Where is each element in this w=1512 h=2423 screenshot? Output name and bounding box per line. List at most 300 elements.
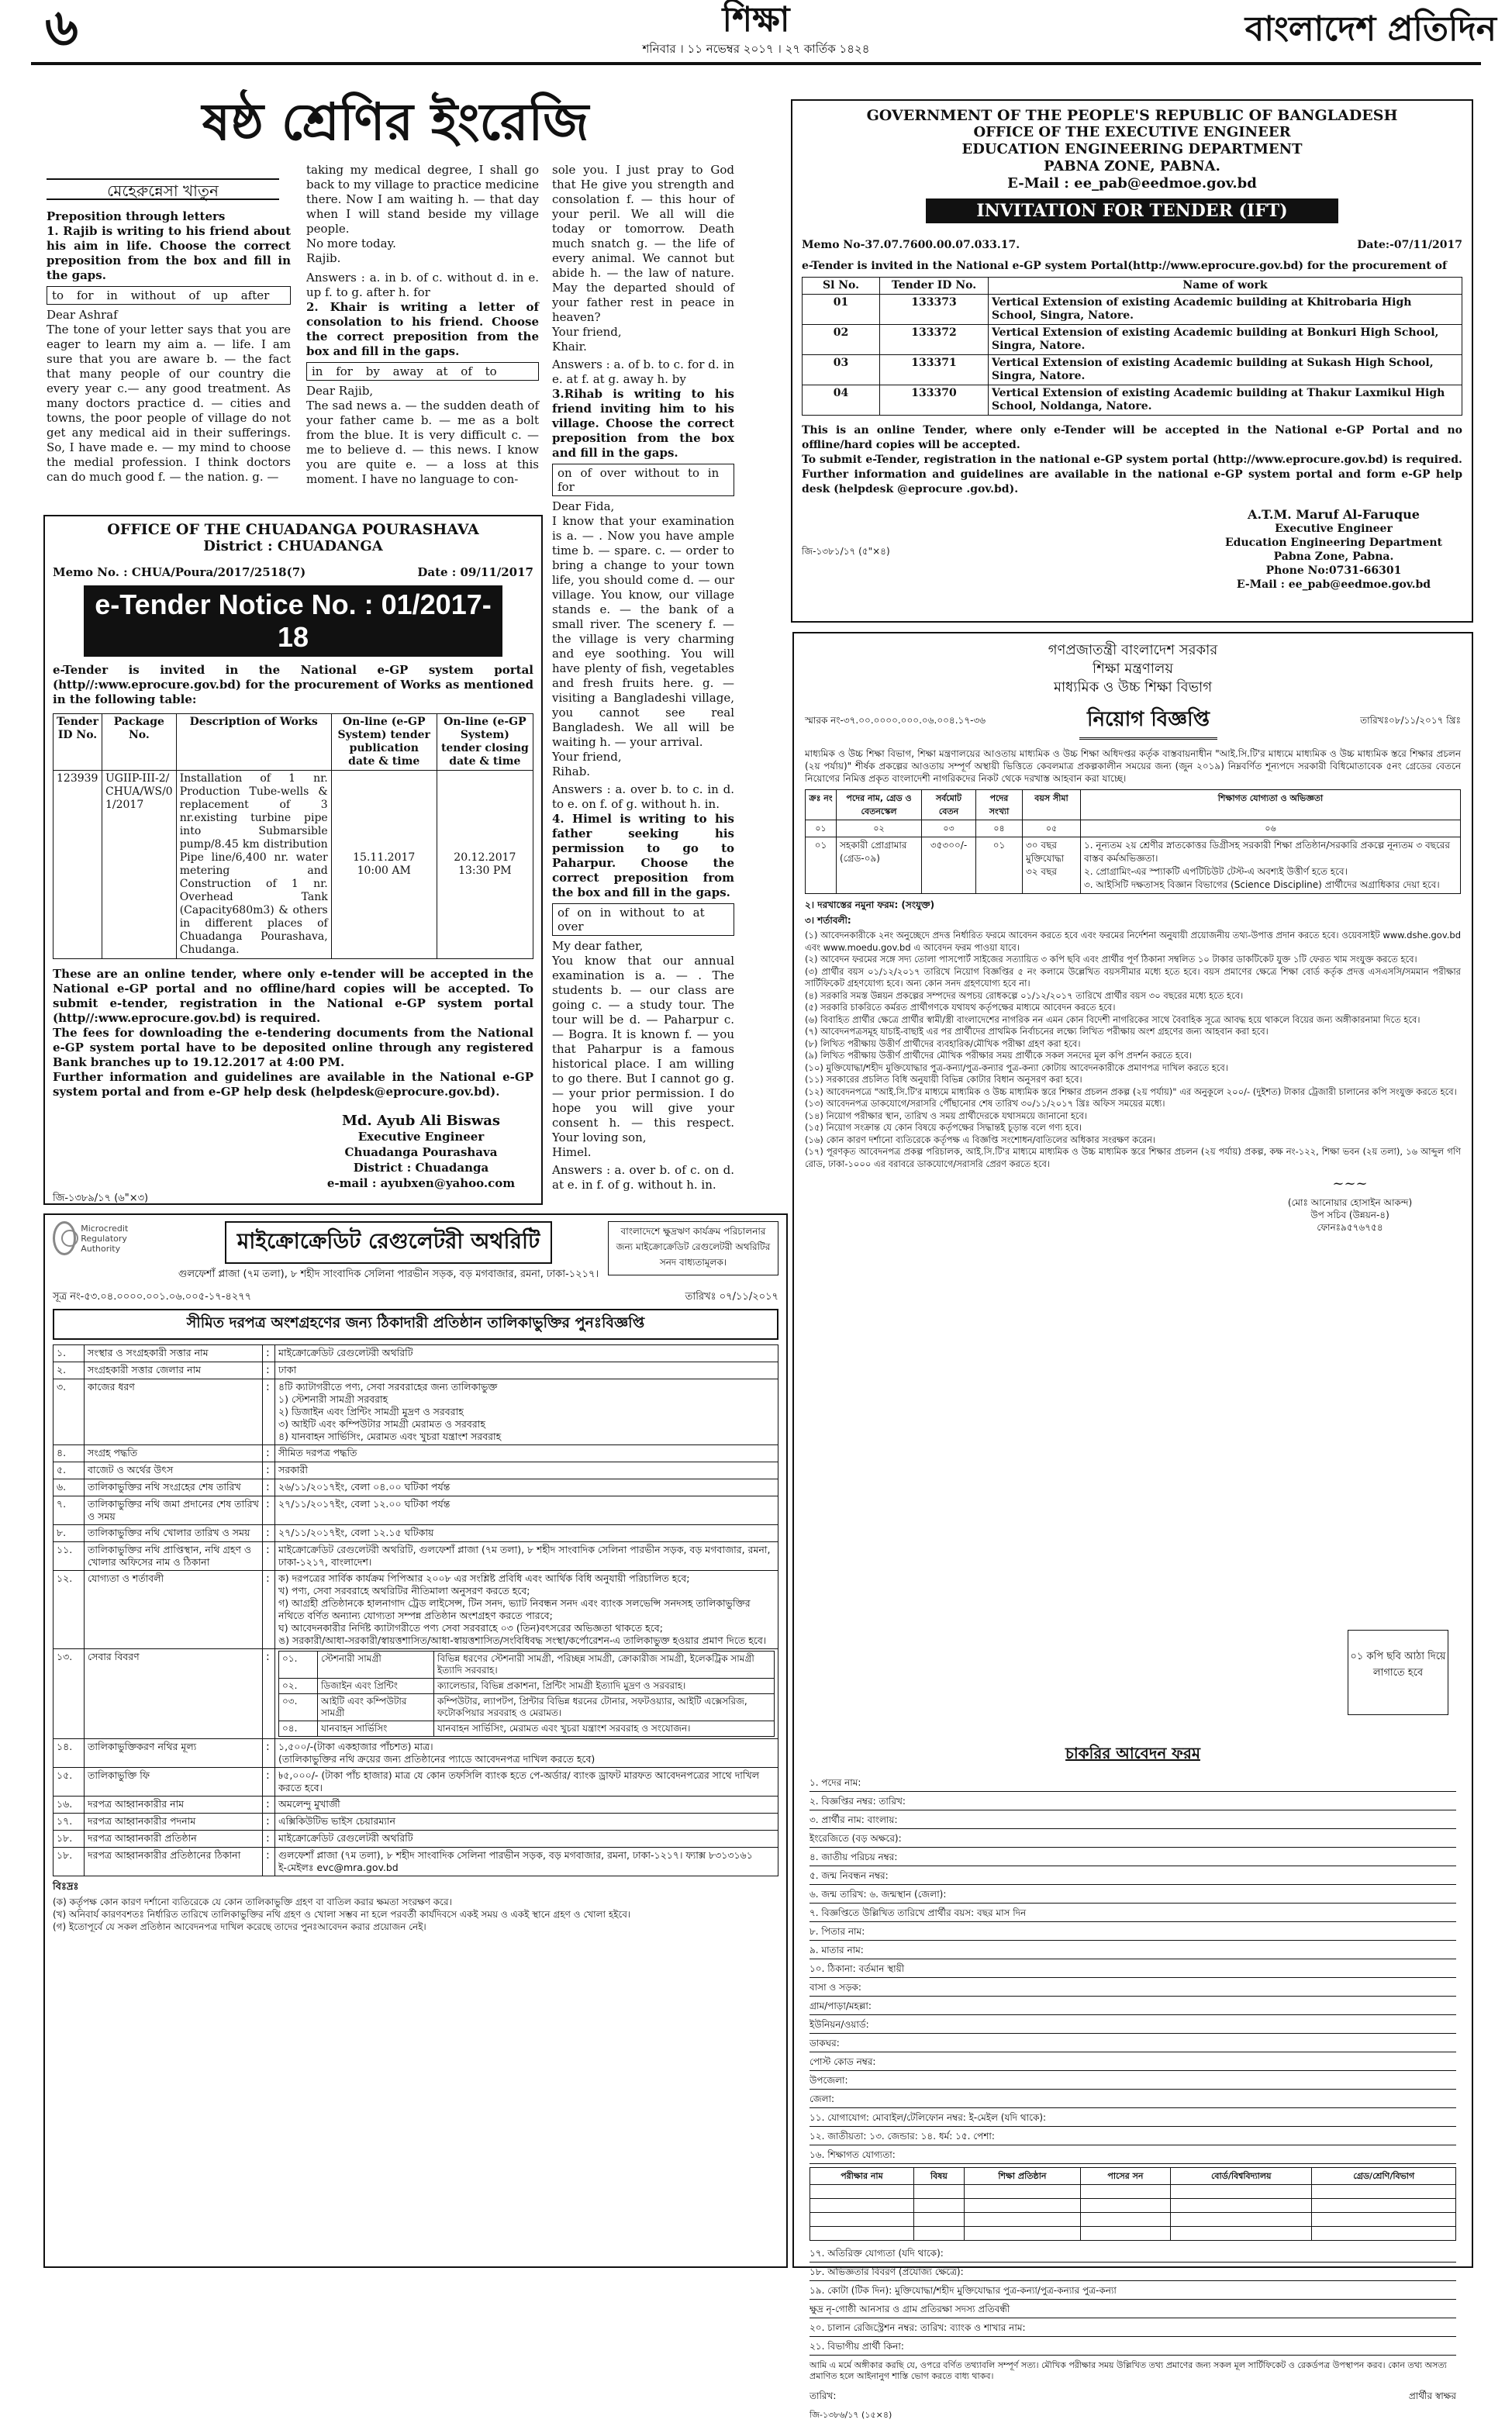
question-2-letter-end: sole you. I just pray to God that He give you strength and consolation f. — this hour of your peril. We all will die today or tomorrow. Death much snatch g. — the life of every animal. We cannot but abide h. — the law of nature. May the departed should of your father rest in peace in heaven? Your friend, Khair. (552, 163, 734, 354)
service-row (279, 1679, 775, 1694)
recruit-sign-phone: ফোনঃ৯৫৭৬৭৫৪ (1317, 1222, 1383, 1233)
age-limit: ৩০ বছর মুক্তিযোদ্ধা ৩২ বছর (1023, 837, 1081, 894)
lesson-heading: ষষ্ঠ শ্রেণির ইংরেজি (202, 92, 589, 152)
row-value: ক) দরপত্রের সার্বিক কার্যক্রম পিপিআর ২০০৮ এর সংশ্লিষ্ট প্রবিধি এবং আর্থিক বিধি অনুযায়ী পরিচালিত হবে; খ) পণ্য, সেবা সরবরাহে অথরিটির নীতিমালা অনুসরণ করতে হবে; গ) আগ্রহী প্রতিষ্ঠানকে হালনাগাদ ট্রেড লাইসেন্স, টিন সনদ, ভ্যাট নিবন্ধন সনদ এবং ব্যাংক সলভেন্সি সনদসহ তালিকাভুক্তির নথিতে বর্ণিত অন্যান্য যোগ্যতা সম্পন্ন প্রতিষ্ঠান অংশগ্রহণ করতে পারবে; ঘ) আবেদনকারীর নির্দিষ্ট ক্যাটাগরীতে পণ্য সেবা সরবরাহে ০৩ (তিন)বৎসরের অভিজ্ঞতা থাকতে হবে; ঙ) সরকারী/আধা-সরকারী/স্বায়ত্তশাসিত/আধা-স্বায়ত্তশাসিত/সংবিধিবদ্ধ সংস্থা/কর্পোরেশন-এ তালিকাভুক্ত হওয়ার প্রমাণ দিতে হবে। (275, 1571, 778, 1649)
separator: : (263, 1768, 275, 1797)
education-header: বিষয় (913, 2168, 964, 2185)
tender-id: 133371 (880, 355, 989, 385)
question-1-options: to for in without of up after (47, 286, 291, 305)
row-label: তালিকাভুক্তির নথি সংগ্রহের শেষ তারিখ (85, 1479, 263, 1496)
mra-side-note: বাংলাদেশে ক্ষুদ্রঋণ কার্যক্রম পরিচালনার জন্য মাইক্রোক্রেডিট রেগুলেটরী অথরিটির সনদ বাধ্যতামূলক। (608, 1221, 778, 1275)
answers-1: Answers : a. in b. of c. without d. in e. up f. to g. after h. for (306, 271, 539, 299)
education-cell[interactable] (1080, 2185, 1170, 2199)
row-number: ১৬. (54, 1797, 85, 1814)
mra-notice-title: সীমিত দরপত্র অংশগ্রহণের জন্য ঠিকাদারী প্রতিষ্ঠান তালিকাভুক্তির পুনঃবিজ্ঞপ্তি (53, 1309, 778, 1340)
table-row[interactable] (810, 2227, 1456, 2241)
col-description: Description of Works (176, 714, 331, 771)
page-number: ৬ (45, 0, 78, 57)
table-row[interactable] (810, 2213, 1456, 2227)
form-field[interactable]: ১২. জাতীয়তা: ১৩. জেন্ডার: ১৪. ধর্ম: ১৫. পেশা: (810, 2127, 1456, 2145)
recruit-memo: স্মারক নং-৩৭.০০.০০০০.০০০.০৬.০০৪.১৭-৩৬ (805, 714, 986, 726)
mra-notes: (ক) কর্তৃপক্ষ কোন কারণ দর্শানো ব্যতিরেকে যে কোন তালিকাভুক্তি গ্রহণ বা বাতিল করার ক্ষমতা সংরক্ষণ করে। (খ) অনিবার্য কারণবশতঃ নির্ধারিত তারিখে তালিকাভুক্তির নথি গ্রহণ ও খোলা সম্ভব না হলে পরবর্তী কার্যদিবসে একই সময় ও একই স্থানে গ্রহণ ও খোলা হইবে। (গ) ইতোপূর্বে যে সকল প্রতিষ্ঠান আবেদনপত্র দাখিল করেছে তাদের পুনঃআবেদন করার প্রয়োজন নেই। (53, 1897, 631, 1932)
service-detail: বিভিন্ন ধরণের স্টেশনারী সামগ্রী, পরিচ্ছন্ন সামগ্রী, ক্রোকারীজ সামগ্রী, ইলেকট্রিক সামগ্রী ইত্যাদি সরবরাহ। (434, 1652, 775, 1679)
lesson-column-3 (552, 163, 734, 1202)
mra-title: মাইক্রোক্রেডিট রেগুলেটরী অথরিটি (225, 1221, 553, 1264)
col-number: ০৩ (922, 820, 976, 837)
pabna-footer: This is an online Tender, where only e-Tender will be accepted in the National e-GP Portal and no offline/hard copies will be accepted. To submit e-Tender, registration in the national e-GP system portal (http://www.eprocure.gov.bd) is required. Further information and guidelines are available in the national e-GP system portal and form e-GP help desk (helpdesk @eprocure .gov.bd). (802, 424, 1462, 495)
post-name: সহকারী প্রোগ্রামার (গ্রেড-০৯) (837, 837, 922, 894)
pabna-office: OFFICE OF THE EXECUTIVE ENGINEER (973, 124, 1291, 140)
service-detail: ক্যালেন্ডার, বিভিন্ন প্রকাশনা, প্রিন্টিং সামগ্রী ইত্যাদি মুদ্রণ ও সরবরাহ। (434, 1679, 775, 1694)
application-form (810, 1773, 1456, 2423)
pabna-sign-phone: Phone No:0731-66301 (1265, 564, 1402, 577)
education-cell[interactable] (964, 2227, 1080, 2241)
separator: : (263, 1479, 275, 1496)
col-number: ০৪ (976, 820, 1023, 837)
row-value: ২৬/১১/২০১৭ইং, বেলা ০৪.০০ ঘটিকা পর্যন্ত (275, 1479, 778, 1496)
recruit-dept: মাধ্যমিক ও উচ্চ শিক্ষা বিভাগ (1053, 679, 1213, 695)
pabna-sign-title: Executive Engineer (1275, 523, 1393, 535)
lesson-author: মেহেরুন্নেসা খাতুন (47, 178, 279, 200)
question-2: 2. Khair is writing a letter of consolation to his friend. Choose the correct preposition from the box and fill in the gaps. (306, 300, 539, 358)
service-row (279, 1721, 775, 1737)
chuadanga-memo: Memo No. : CHUA/Poura/2017/2518(7) (53, 565, 306, 579)
form-field[interactable]: জেলা: (810, 2090, 1456, 2108)
education-cell[interactable] (1170, 2227, 1311, 2241)
separator: : (263, 1362, 275, 1379)
pabna-sign-name: A.T.M. Maruf Al-Faruque (1248, 507, 1420, 522)
separator: : (263, 1649, 275, 1739)
table-row (54, 1571, 778, 1649)
chuadanga-intro: e-Tender is invited in the National e-GP system portal (http//:www.eprocure.gov.bd) for the procurement of Works as mentioned in the following table: (53, 663, 533, 706)
row-value: ৪টি ক্যাটাগরীতে পণ্য, সেবা সরবরাহের জন্য তালিকাভুক্ত ১) স্টেশনারী সামগ্রী সরবরাহ ২) ডিজাইন এবং প্রিন্টিং সামগ্রী মুদ্রণ ও সরবরাহ ৩) আইটি এবং কম্পিউটার সামগ্রী মেরামত ও সরবরাহ ৪) যানবাহন সার্ভিসিং, মেরামত এবং খুচরা যন্ত্রাংশ সরবরাহ (275, 1379, 778, 1445)
name-of-work: Vertical Extension of existing Academic building at Sukash High School, Singra, Natore. (989, 355, 1462, 385)
education-cell[interactable] (964, 2185, 1080, 2199)
pabna-date: Date:-07/11/2017 (1357, 239, 1462, 251)
row-value: ঢাকা (275, 1362, 778, 1379)
education-header: বোর্ড/বিশ্ববিদ্যালয় (1170, 2168, 1311, 2185)
answers-3: Answers : a. over b. to c. in d. to e. on f. of g. without h. in. (552, 782, 734, 811)
table-row (54, 771, 533, 959)
row-number: ১৭. (54, 1814, 85, 1831)
form-field[interactable]: ইংরেজিতে (বড় অক্ষরে): (810, 1829, 1456, 1848)
form-field[interactable]: ১. পদের নাম: (810, 1773, 1456, 1792)
form-field[interactable]: ৩. প্রার্থীর নাম: বাংলায়: (810, 1810, 1456, 1829)
education-cell[interactable] (1170, 2199, 1311, 2213)
question-3: 3.Rihab is writing to his friend inviting him to his village. Choose the correct preposition from the box and fill in the gaps. (552, 387, 734, 460)
recruit-conditions-title: ২। দরখাস্তের নমুনা ফরম: (সংযুক্ত) ৩। শর্তাবলী: (805, 899, 935, 926)
tender-id: 123939 (54, 771, 102, 959)
table-row (54, 1525, 778, 1542)
chuadanga-date: Date : 09/11/2017 (417, 565, 533, 579)
question-1-letter-end: taking my medical degree, I shall go back to my village to practice medicine there. Now I am waiting h. — that day when I will stand beside my village people. No more today. Rajib. (306, 163, 539, 265)
form-field[interactable]: ১৭. অতিরিক্ত যোগ্যতা (যদি থাকে): (810, 2244, 1456, 2263)
row-label: সংস্থার ও সংগ্রহকারী সত্তার নাম (85, 1345, 263, 1362)
form-field[interactable]: ১৯. কোটা (টিক দিন): মুক্তিযোদ্ধা/শহীদ মুক্তিযোদ্ধার পুত্র-কন্যা/পুত্র-কন্যার পুত্র-কন্যা (810, 2281, 1456, 2300)
pabna-sign-dept: Education Engineering Department (1224, 537, 1442, 549)
education-header: পাসের সন (1080, 2168, 1170, 2185)
pabna-gov: GOVERNMENT OF THE PEOPLE'S REPUBLIC OF BANGLADESH (866, 107, 1398, 124)
form-field[interactable]: উপজেলা: (810, 2071, 1456, 2090)
education-cell[interactable] (1170, 2213, 1311, 2227)
col-age: বয়স সীমা (1023, 790, 1081, 820)
declaration: আমি এ মর্মে অঙ্গীকার করছি যে, ওপরে বর্ণিত তথ্যাবলি সম্পূর্ণ সত্য। মৌখিক পরীক্ষার সময় উল্লিখিত তথ্য প্রমাণের জন্য সকল মূল সার্টিফিকেট ও রেকর্ডপত্র উপস্থাপন করব। কোন তথ্য অসত্য প্রমাণিত হলে আইনানুগ শাস্তি ভোগ করতে বাধ্য থাকব। (810, 2360, 1447, 2381)
recruit-sign-name: (মোঃ আনোয়ার হোসাইন আকন্দ) (1287, 1197, 1413, 1208)
education-cell[interactable] (913, 2227, 964, 2241)
question-3-letter: Dear Fida, I know that your examination is a. — . Now you have ample time b. — spare. c. — order to bring a change to your town life, you should come d. — our village. You know, our village stands e. — the bank of a small river. The scenery f. — the village is very charming and eye soothing. You will have plenty of fish, vegetables and fresh fruits here. g. — visiting a Bangladeshi village, you cannot see real Bangladesh. We all will be waiting h. — your arrival. Your friend, Rihab. (552, 499, 734, 778)
education-cell[interactable] (1080, 2213, 1170, 2227)
col-number: ০২ (837, 820, 922, 837)
separator: : (263, 1831, 275, 1848)
separator: : (263, 1542, 275, 1571)
separator: : (263, 1797, 275, 1814)
pabna-sign-place: Pabna Zone, Pabna. (1273, 551, 1394, 563)
row-label: তালিকাভুক্তিকরণ নথির মূল্য (85, 1739, 263, 1768)
education-table (810, 2167, 1456, 2241)
table-row (54, 1649, 778, 1739)
col-number: ০৬ (1081, 820, 1461, 837)
pabna-banner: INVITATION FOR TENDER (IFT) (926, 198, 1338, 223)
form-field[interactable]: ইউনিয়ন/ওয়ার্ড: (810, 2015, 1456, 2034)
row-label: তালিকাভুক্তির নথি খোলার তারিখ ও সময় (85, 1525, 263, 1542)
service-number: ০২. (279, 1679, 318, 1694)
row-label: দরপত্র আহ্বানকারীর প্রতিষ্ঠানের ঠিকানা (85, 1848, 263, 1876)
form-field[interactable]: ৭. বিজ্ঞপ্তিতে উল্লিখিত তারিখে প্রার্থীর বয়স: বছর মাস দিন (810, 1904, 1456, 1922)
chuadanga-district: District : CHUADANGA (203, 538, 383, 554)
section-title: শিক্ষা (722, 0, 790, 40)
pabna-dept: EDUCATION ENGINEERING DEPARTMENT (961, 141, 1303, 157)
form-field[interactable]: ৯. মাতার নাম: (810, 1941, 1456, 1959)
form-title: চাকরির আবেদন ফরম (1065, 1744, 1200, 1762)
pabna-zone: PABNA ZONE, PABNA. (1044, 158, 1220, 174)
recruit-conditions: (১) আবেদনকারীকে ২নং অনুচ্ছেদে প্রদত্ত নির্ধারিত ফরমে আবেদন করতে হবে এবং ফরমের নির্দেশনা অনুযায়ী প্রয়োজনীয় তথ্য-উপাত্ত প্রদান করতে হবে। ওয়েবসাইট www.dshe.gov.bd এবং www.moedu.gov.bd এ আবেদন ফরম পাওয়া যাবে। (২) আবেদন ফরমের সঙ্গে সদ্য তোলা পাসপোর্ট সাইজের সত্যায়িত ৩ কপি ছবি এবং প্রার্থীর পূর্ণ ঠিকানা সম্বলিত ১০ টাকার ডাকটিকেট যুক্ত ১টি ফেরত খাম সংযুক্ত করতে হবে। (৩) প্রার্থীর বয়স ০১/১২/২০১৭ তারিখে নিয়োগ বিজ্ঞপ্তির ৫ নং কলামে উল্লেখিত বয়সসীমার মধ্যে হতে হবে। বয়স প্রমাণের ক্ষেত্রে শিক্ষা বোর্ড কর্তৃক প্রদত্ত এসএসসি/সমমান পরীক্ষার সার্টিফিকেট গ্রহণযোগ্য হবে। অন্য কোন সনদ গ্রহণযোগ্য হবে না। (৪) সরকারি সমস্ত উন্নয়ন প্রকল্পের সম্পদের অপচয় রোধকল্পে ০১/১২/২০১৭ তারিখে প্রার্থীর বয়স ৩০ বছরের মধ্যে হতে হবে। (৫) সরকারি চাকরিতে কর্মরত প্রার্থীগণকে যথাযথ কর্তৃপক্ষের মাধ্যমে আবেদন করতে হবে। (৬) বিবাহিত প্রার্থীর ক্ষেত্রে প্রার্থীর স্বামী/স্ত্রী বাংলাদেশের নাগরিক নন এমন কোন বিদেশী নাগরিকের সাথে বৈবাহিক সূত্রে আবদ্ধ হয়ে থাকলে বিয়ের জন্য অঙ্গীকারনামা দিতে হবে। (৭) আবেদনপত্রসমূহ যাচাই-বাছাই এর পর প্রার্থীদের প্রাথমিক নির্বাচনের লক্ষ্যে লিখিত পরীক্ষায় অংশ গ্রহণের জন্য আহবান করা হবে। (৮) লিখিত পরীক্ষায় উত্তীর্ণ প্রার্থীদের ব্যবহারিক/মৌখিক পরীক্ষা গ্রহণ করা হবে। (৯) লিখিত পরীক্ষায় উত্তীর্ণ প্রার্থীদের মৌখিক পরীক্ষার সময় প্রার্থীকে সকল সনদের মূল কপি প্রদর্শন করতে হবে। (১০) মুক্তিযোদ্ধা/শহীদ মুক্তিযোদ্ধার পুত্র-কন্যা/পুত্র-কন্যার পুত্র-কন্যা কোটায় আবেদনকারীকে প্রমাণপত্র দাখিল করতে হবে। (১১) সরকারের প্রচলিত বিধি অনুযায়ী বিভিন্ন কোটার বিধান অনুসরণ করা হবে। (১২) আবেদনপত্রে "আই.সি.টি'র মাধ্যমে মাধ্যমিক ও উচ্চ মাধ্যমিক স্তরে শিক্ষার প্রচলন প্রকল্প (২য় পর্যায়)" এর অনুকূলে ২০০/- (দুইশত) টাকার ট্রেজারী চালানের কপি সংযুক্ত করতে হবে। (১৩) আবেদনপত্র ডাকযোগে/সরাসরি পৌঁছানোর শেষ তারিখ ৩০/১১/২০১৭ খ্রিঃ অফিস সময়ের মধ্যে। (১৪) নিয়োগ পরীক্ষার স্থান, তারিখ ও সময় প্রার্থীদেরকে যথাসময়ে জানানো হবে। (১৫) নিয়োগ সংক্রান্ত যে কোন বিষয়ে কর্তৃপক্ষের সিদ্ধান্তই চূড়ান্ত বলে গণ্য হবে। (১৬) কোন কারণ দর্শানো ব্যতিরেকে কর্তৃপক্ষ এ বিজ্ঞপ্তি সংশোধন/বাতিলের অধিকার সংরক্ষণ করেন। (১৭) পূরণকৃত আবেদনপত্র প্রকল্প পরিচালক, আই.সি.টি'র মাধ্যমে মাধ্যমিক ও উচ্চ মাধ্যমিক স্তরে শিক্ষার প্রচলন (২য় পর্যায়) প্রকল্প, কক্ষ নং-১২২, শিক্ষা ভবন (২য় তলা), ১৬ আব্দুল গণি রোড, ঢাকা-১০০০ এর বরাবরে ডাকযোগে/সরাসরি প্রেরণ করতে হবে। (805, 930, 1461, 1169)
recruit-sign-title: উপ সচিব (উন্নয়ন-৪) (1310, 1210, 1389, 1220)
separator: : (263, 1496, 275, 1525)
row-number: ১৩. (54, 1649, 85, 1739)
separator: : (263, 1814, 275, 1831)
recruit-date: তারিখঃ০৮/১১/২০১৭ খ্রিঃ (1360, 714, 1461, 726)
row-label: দরপত্র আহ্বানকারীর পদনাম (85, 1814, 263, 1831)
mra-table (53, 1344, 778, 1876)
qualification: ১. নূন্যতম ২য় শ্রেণীর স্নাতকোত্তর ডিগ্রীসহ সরকারী শিক্ষা প্রতিষ্ঠান/সরকারি প্রকল্পে নূন্যতম ৩ বছরের বাস্তব কর্মঅভিজ্ঞতা। ২. প্রোগ্রামিং-এর স্প্যাকটি এপটিচিউট টেস্ট-এ অবশ্যই উত্তীর্ণ হতে হবে। ৩. আইসিটি দক্ষতাসহ বিজ্ঞান বিভাগের (Science Discipline) প্রার্থীদের অগ্রাধিকার দেয়া হবে। (1081, 837, 1461, 894)
chuadanga-tender-notice (43, 515, 543, 1205)
chuadanga-sign-email: e-mail : ayubxen@yahoo.com (326, 1176, 516, 1190)
table-row (803, 355, 1462, 385)
chuadanga-sign-title: Executive Engineer (357, 1130, 485, 1144)
form-field[interactable]: বাসা ও সড়ক: (810, 1978, 1456, 1997)
table-row (54, 1814, 778, 1831)
tender-id: 133372 (880, 325, 989, 355)
row-value: ২৭/১১/২০১৭ইং, বেলা ১২.১৫ ঘটিকায় (275, 1525, 778, 1542)
education-cell[interactable] (1080, 2227, 1170, 2241)
row-number: ২. (54, 1362, 85, 1379)
service-number: ০৪. (279, 1721, 318, 1737)
table-row (54, 1362, 778, 1379)
education-cell[interactable] (810, 2213, 914, 2227)
row-label: বাজেট ও অর্থের উৎস (85, 1462, 263, 1479)
sl-number: 03 (803, 355, 880, 385)
form-field[interactable]: গ্রাম/পাড়া/মহল্লা: (810, 1997, 1456, 2015)
row-value: অমলেন্দু মুখার্জী (275, 1797, 778, 1814)
row-label: কাজের ধরণ (85, 1379, 263, 1445)
pabna-memo: Memo No-37.07.7600.00.07.033.17. (802, 239, 1020, 251)
education-cell[interactable] (1312, 2199, 1456, 2213)
question-1: 1. Rajib is writing to his friend about his aim in life. Choose the correct preposition from the box and fill in the gaps. (47, 224, 291, 282)
recruit-gov: গণপ্রজাতন্ত্রী বাংলাদেশ সরকার (1048, 642, 1218, 658)
table-row (803, 385, 1462, 416)
service-name: স্টেশনারী সামগ্রী (318, 1652, 434, 1679)
row-value: সরকারী (275, 1462, 778, 1479)
name-of-work: Vertical Extension of existing Academic building at Bonkuri High School, Singra, Natore. (989, 325, 1462, 355)
table-row (54, 1542, 778, 1571)
row-label: দরপত্র আহ্বানকারীর নাম (85, 1797, 263, 1814)
table-row (54, 1831, 778, 1848)
col-salary: সর্বমোট বেতন (922, 790, 976, 820)
row-number: ১৮. (54, 1831, 85, 1848)
work-description: Installation of 1 nr. Production Tube-wells & replacement of 3 nr.existing turbine pipe into Submarsible pump/8.45 km distribution Pipe line/6,400 nr. water metering and Construction of 1 nr. Overhead Tank (Capacity680m3) & others in different places of Chuadanga Pourashava, Chudanga. (176, 771, 331, 959)
col-number: ০৫ (1023, 820, 1081, 837)
education-header: শিক্ষা প্রতিষ্ঠান (964, 2168, 1080, 2185)
table-row[interactable] (810, 2185, 1456, 2199)
table-row (54, 1848, 778, 1876)
table-row (54, 1797, 778, 1814)
form-field[interactable]: ডাকঘর: (810, 2034, 1456, 2052)
form-field[interactable]: ১৮. অভিজ্ঞতার বিবরণ (প্রযোজ্য ক্ষেত্রে): (810, 2263, 1456, 2281)
col-publication: On-line (e-GP System) tender publication date & time (331, 714, 437, 771)
signature-mark: ~~~ (1332, 1175, 1368, 1192)
question-2-options: in for by away at of to (306, 362, 539, 381)
pabna-tender-table (802, 277, 1462, 416)
education-cell[interactable] (810, 2185, 914, 2199)
service-detail: যানবাহন সার্ভিসিং, মেরামত এবং খুচরা যন্ত্রাংশ সরবরাহ ও সংযোজন। (434, 1721, 775, 1737)
education-cell[interactable] (964, 2213, 1080, 2227)
chuadanga-tender-table (53, 713, 533, 959)
masthead-rule (31, 62, 1481, 65)
mra-memo: সূত্র নং-৫৩.০৪.০০০০.০০১.০৬.০০৫-১৭-৪২৭৭ (53, 1291, 252, 1303)
chuadanga-sign-org: Chuadanga Pourashava (344, 1145, 498, 1159)
sl-number: 02 (803, 325, 880, 355)
row-value: ৳৫,০০০/- (টাকা পাঁচ হাজার) মাত্র যে কোন তফসিলি ব্যাংক হতে পে-অর্ডার/ ব্যাংক ড্রাফট মারফত আবেদনপত্রের সাথে দাখিল করতে হবে। (275, 1768, 778, 1797)
separator: : (263, 1379, 275, 1445)
row-number: ৭. (54, 1496, 85, 1525)
date-line: শনিবার । ১১ নভেম্বর ২০১৭ । ২৭ কার্তিক ১৪২৪ (642, 42, 870, 56)
table-row[interactable] (810, 2199, 1456, 2213)
row-label: সংগ্রহকারী সত্তার জেলার নাম (85, 1362, 263, 1379)
row-value (275, 1649, 778, 1739)
question-4: 4. Himel is writing to his father seeking his permission to go to Paharpur. Choose the correct preposition from the box and fill in the gaps. (552, 812, 734, 899)
education-cell[interactable] (1312, 2213, 1456, 2227)
col-sl: Sl No. (803, 278, 880, 295)
row-label: যোগ্যতা ও শর্তাবলী (85, 1571, 263, 1649)
row-label: সংগ্রহ পদ্ধতি (85, 1445, 263, 1462)
form-field[interactable]: ৬. জন্ম তারিখ: ৬. জন্মস্থান (জেলা): (810, 1885, 1456, 1904)
separator: : (263, 1739, 275, 1768)
row-number: ১৫. (54, 1768, 85, 1797)
row-value: এক্সিকিউটিভ ভাইস চেয়ারম্যান (275, 1814, 778, 1831)
col-package: Package No. (102, 714, 176, 771)
form-field[interactable]: ১১. যোগাযোগ: মোবাইল/টেলিফোন নম্বর: ই-মেইল (যদি থাকে): (810, 2108, 1456, 2127)
form-field[interactable]: ২১. বিভাগীয় প্রার্থী কিনা: (810, 2337, 1456, 2356)
form-field[interactable]: ক্ষুদ্র নৃ-গোষ্ঠী আনসার ও গ্রাম প্রতিরক্ষা সদস্য প্রতিবন্ধী (810, 2300, 1456, 2318)
row-number: ১৪. (54, 1739, 85, 1768)
salary: ৩৫৩০০/- (922, 837, 976, 894)
education-cell[interactable] (1312, 2185, 1456, 2199)
chuadanga-notice-title: e-Tender Notice No. : 01/2017-18 (84, 585, 502, 657)
recruit-title: নিয়োগ বিজ্ঞপ্তি (1079, 703, 1217, 740)
table-row (803, 295, 1462, 325)
recruit-intro: মাধ্যমিক ও উচ্চ শিক্ষা বিভাগ, শিক্ষা মন্ত্রণালয়ের আওতায় মাধ্যমিক ও উচ্চ শিক্ষা অধিদপ্তর কর্তৃক বাস্তবায়নাধীন "আই.সি.টি'র মাধ্যমে মাধ্যমিক ও উচ্চ মাধ্যমিক স্তরে শিক্ষার প্রচলন (২য় পর্যায়)" শীর্ষক প্রকল্পের আওতায় সম্পূর্ণ অস্থায়ী ভিত্তিতে কেবলমাত্র প্রকল্পকালীন সময়ের জন্য (জুন ২০১৯) নিম্নবর্ণিত শূন্যপদে সরকারী বিধিমোতাবেক ৫নং গ্রেডের বেতনে নিয়োগের নিমিত্ত প্রকৃত বাংলাদেশী নাগরিকদের নিকট থেকে দরখাস্ত আহবান করা যাচ্ছে। (805, 748, 1461, 784)
row-value: সীমিত দরপত্র পদ্ধতি (275, 1445, 778, 1462)
mra-address: গুলফেশাঁ প্লাজা (৭ম তলা), ৮ শহীদ সাংবাদিক সেলিনা পারভীন সড়ক, বড় মগবাজার, রমনা, ঢাকা-১২১৭। (178, 1268, 599, 1280)
education-cell[interactable] (913, 2213, 964, 2227)
col-number: ০১ (806, 820, 837, 837)
question-1-letter: Dear Ashraf The tone of your letter says that you are eager to learn my aim a. — life. I am sure that you are aware b. — the fact that many people of our country die every year c.— any good treatment. As many doctors practice d. — cities and towns, the poor people of village do not get any medical aid in their sufferings. So, I have made e. — my mind to choose the medial profession. I think doctors can do much good f. — the nation. g. — (47, 308, 291, 484)
row-value: মাইক্রোক্রেডিট রেগুলেটরী অথরিটি, গুলফেশাঁ প্লাজা (৭ম তলা), ৮ শহীদ সাংবাদিক সেলিনা পারভীন সড়ক, বড় মগবাজার, রমনা, ঢাকা-১২১৭, বাংলাদেশ। (275, 1542, 778, 1571)
name-of-work: Vertical Extension of existing Academic building at Khitrobaria High School, Singra, Natore. (989, 295, 1462, 325)
lesson-subtitle: Preposition through letters (47, 209, 226, 223)
pabna-intro: e-Tender is invited in the National e-GP system Portal(http://www.eprocure.gov.bd) for the procurement of (802, 260, 1448, 272)
table-row (54, 1739, 778, 1768)
education-cell[interactable] (913, 2185, 964, 2199)
table-row (54, 1479, 778, 1496)
row-value: ১,৫০০/-(টাকা একহাজার পাঁচশত) মাত্র। (তালিকাভুক্তির নথি ক্রয়ের জন্য প্রতিষ্ঠানের প্যাডে আবেদনপত্র দাখিল করতে হবে) (275, 1739, 778, 1768)
col-name-of-work: Name of work (989, 278, 1462, 295)
form-field[interactable]: পোস্ট কোড নম্বর: (810, 2052, 1456, 2071)
row-label: দরপত্র আহ্বানকারী প্রতিষ্ঠান (85, 1831, 263, 1848)
answers-2: Answers : a. of b. to c. for d. in e. at f. at g. away h. by (552, 357, 734, 386)
serial: ০১ (806, 837, 837, 894)
table-row (54, 1345, 778, 1362)
education-header: পরীক্ষার নাম (810, 2168, 914, 2185)
recruit-ministry: শিক্ষা মন্ত্রণালয় (1093, 661, 1173, 677)
row-number: ৮. (54, 1525, 85, 1542)
col-closing: On-line (e-GP System) tender closing date & time (437, 714, 533, 771)
row-number: ৪. (54, 1445, 85, 1462)
chuadanga-sign-name: Md. Ayub Ali Biswas (341, 1113, 501, 1129)
row-number: ১১. (54, 1542, 85, 1571)
row-label: তালিকাভুক্তি ফি (85, 1768, 263, 1797)
separator: : (263, 1571, 275, 1649)
service-row (279, 1652, 775, 1679)
row-value: গুলফেশাঁ প্লাজা (৭ম তলা), ৮ শহীদ সাংবাদিক সেলিনা পারভীন সড়ক, বড় মগবাজার, রমনা, ঢাকা-১২১৭। ফ্যাক্স ৮৩১৩১৬১ ই-মেইলঃ evc@mra.gov.bd (275, 1848, 778, 1876)
form-field[interactable]: ২০. চালান রেজিস্ট্রেশন নম্বর: তারিখ: ব্যাংক ও শাখার নাম: (810, 2318, 1456, 2337)
separator: : (263, 1525, 275, 1542)
form-field[interactable]: ১৬. শিক্ষাগত যোগ্যতা: (810, 2145, 1456, 2164)
col-post: পদের নাম, গ্রেড ও বেতনস্কেল (837, 790, 922, 820)
pabna-email: E-Mail : ee_pab@eedmoe.gov.bd (1007, 175, 1257, 192)
service-row (279, 1694, 775, 1721)
chuadanga-office: OFFICE OF THE CHUADANGA POURASHAVA (107, 521, 479, 538)
lesson-column-1 (47, 209, 291, 539)
name-of-work: Vertical Extension of existing Academic building at Thakur Laxmikul High School, Noldanga, Natore. (989, 385, 1462, 416)
package-no: UGIIP-III-2/ CHUA/WS/0 1/2017 (102, 771, 176, 959)
row-value: মাইক্রোক্রেডিট রেগুলেটরী অথরিটি (275, 1831, 778, 1848)
form-field[interactable]: ১০. ঠিকানা: বর্তমান স্থায়ী (810, 1959, 1456, 1978)
question-4-letter: My dear father, You know that our annual examination is a. — . The students b. — our class are going c. — a study tour. The tour will be d. — Paharpur c. — Bogra. It is known f. — you that Paharpur is a famous historical place. I am willing to go there. But I cannot go g. — your prior permission. I do hope you will give your consent h. — this respect. Your loving son, Himel. (552, 939, 734, 1159)
service-name: আইটি এবং কম্পিউটার সামগ্রী (318, 1694, 434, 1721)
sl-number: 01 (803, 295, 880, 325)
col-serial: ক্রঃ নং (806, 790, 837, 820)
form-field[interactable]: ৪. জাতীয় পরিচয় নম্বর: (810, 1848, 1456, 1866)
separator: : (263, 1848, 275, 1876)
row-value: মাইক্রোক্রেডিট রেগুলেটরী অথরিটি (275, 1345, 778, 1362)
col-tender-id: Tender ID No. (54, 714, 102, 771)
table-row (54, 1445, 778, 1462)
table-row (803, 325, 1462, 355)
mra-logo-text: Microcredit Regulatory Authority (81, 1223, 129, 1254)
pabna-sign-email: E-Mail : ee_pab@eedmoe.gov.bd (1236, 578, 1431, 591)
education-header: গ্রেড/শ্রেণি/বিভাগ (1312, 2168, 1456, 2185)
row-label: তালিকাভুক্তির নথি জমা প্রদানের শেষ তারিখ ও সময় (85, 1496, 263, 1525)
service-name: যানবাহন সার্ভিসিং (318, 1721, 434, 1737)
education-cell[interactable] (1170, 2185, 1311, 2199)
form-field[interactable]: ৮. পিতার নাম: (810, 1922, 1456, 1941)
sl-number: 04 (803, 385, 880, 416)
mra-logo (53, 1221, 169, 1255)
service-name: ডিজাইন এবং প্রিন্টিং (318, 1679, 434, 1694)
row-number: ৫. (54, 1462, 85, 1479)
col-count: পদের সংখ্যা (976, 790, 1023, 820)
mra-logo-icon (53, 1221, 76, 1255)
education-cell[interactable] (810, 2227, 914, 2241)
service-number: ০১. (279, 1652, 318, 1679)
newspaper-name: বাংলাদেশ প্রতিদিন (1244, 9, 1496, 49)
table-row (54, 1768, 778, 1797)
pabna-ref: জি-১৩৮১/১৭ (৫"×৪) (802, 546, 890, 557)
education-cell[interactable] (1080, 2199, 1170, 2213)
table-row (54, 1462, 778, 1479)
row-label: তালিকাভুক্তির নথি প্রাপ্তিস্থান, নথি গ্রহণ ও খোলার অফিসের নাম ও ঠিকানা (85, 1542, 263, 1571)
closing-date: 20.12.2017 13:30 PM (437, 771, 533, 959)
form-field[interactable]: ৫. জন্ম নিবন্ধন নম্বর: (810, 1866, 1456, 1885)
row-number: ৩. (54, 1379, 85, 1445)
chuadanga-footer: These are an online tender, where only e-tender will be accepted in the National e-GP portal and no offline/hard copies will be accepted. To submit e-tender, registration in the National e-GP system portal (http//:www.eprocure.gov.bd) is required. The fees for downloading the e-tendering documents from the National e-GP system portal have to be deposited online through any registered Bank branches up to 19.12.2017 at 4:00 PM. Further information and guidelines are available in the National e-GP system portal and from e-GP help desk (helpdesk@eprocure.gov.bd). (53, 967, 533, 1099)
row-number: ১৮. (54, 1848, 85, 1876)
table-row (806, 837, 1461, 894)
education-cell[interactable] (1312, 2227, 1456, 2241)
photo-box: ০১ কপি ছবি আঠা দিয়ে লাগাতে হবে (1348, 1630, 1448, 1715)
question-4-options: of on in without to at over (552, 903, 734, 936)
answers-4: Answers : a. over b. of c. on d. at e. in f. of g. without h. in. (552, 1163, 734, 1192)
col-tender-id: Tender ID No. (880, 278, 989, 295)
chuadanga-ref: জি-১৩৮৯/১৭ (৬"×৩) (53, 1193, 149, 1204)
row-number: ৬. (54, 1479, 85, 1496)
mra-date: তারিখঃ ০৭/১১/২০১৭ (685, 1291, 778, 1303)
recruit-table (805, 789, 1461, 894)
education-cell[interactable] (964, 2199, 1080, 2213)
question-2-letter: Dear Rajib, The sad news a. — the sudden death of your father came b. — me as a bolt from the blue. It is very difficult c. — me to believe d. — this news. I know you are quite e. — a loss at this moment. I have no language to con- (306, 384, 539, 486)
row-number: ১. (54, 1345, 85, 1362)
table-row (54, 1496, 778, 1525)
question-3-options: on of over without to in for (552, 464, 734, 496)
recruit-ref: জি-১৩৮৬/১৭ (১৫×৪) (810, 2410, 892, 2420)
education-cell[interactable] (913, 2199, 964, 2213)
form-date-label: তারিখ: (810, 2390, 837, 2401)
publication-date: 15.11.2017 10:00 AM (331, 771, 437, 959)
applicant-signature-label: প্রার্থীর স্বাক্ষর (1408, 2390, 1456, 2401)
education-cell[interactable] (810, 2199, 914, 2213)
table-row (54, 1379, 778, 1445)
form-field[interactable]: ২. বিজ্ঞপ্তির নম্বর: তারিখ: (810, 1792, 1456, 1810)
separator: : (263, 1462, 275, 1479)
mra-notice (43, 1213, 788, 2268)
row-number: ১২. (54, 1571, 85, 1649)
chuadanga-sign-district: District : Chuadanga (353, 1161, 489, 1175)
recruitment-notice (792, 632, 1473, 2420)
service-detail: কম্পিউটার, ল্যাপটপ, প্রিন্টার বিভিন্ন ধরনের টোনার, সফটওয়্যার, আইটি এক্সেসরিজ, ফটোকপিয়ার সরবরাহ ও মেরামত। (434, 1694, 775, 1721)
service-number: ০৩. (279, 1694, 318, 1721)
separator: : (263, 1345, 275, 1362)
